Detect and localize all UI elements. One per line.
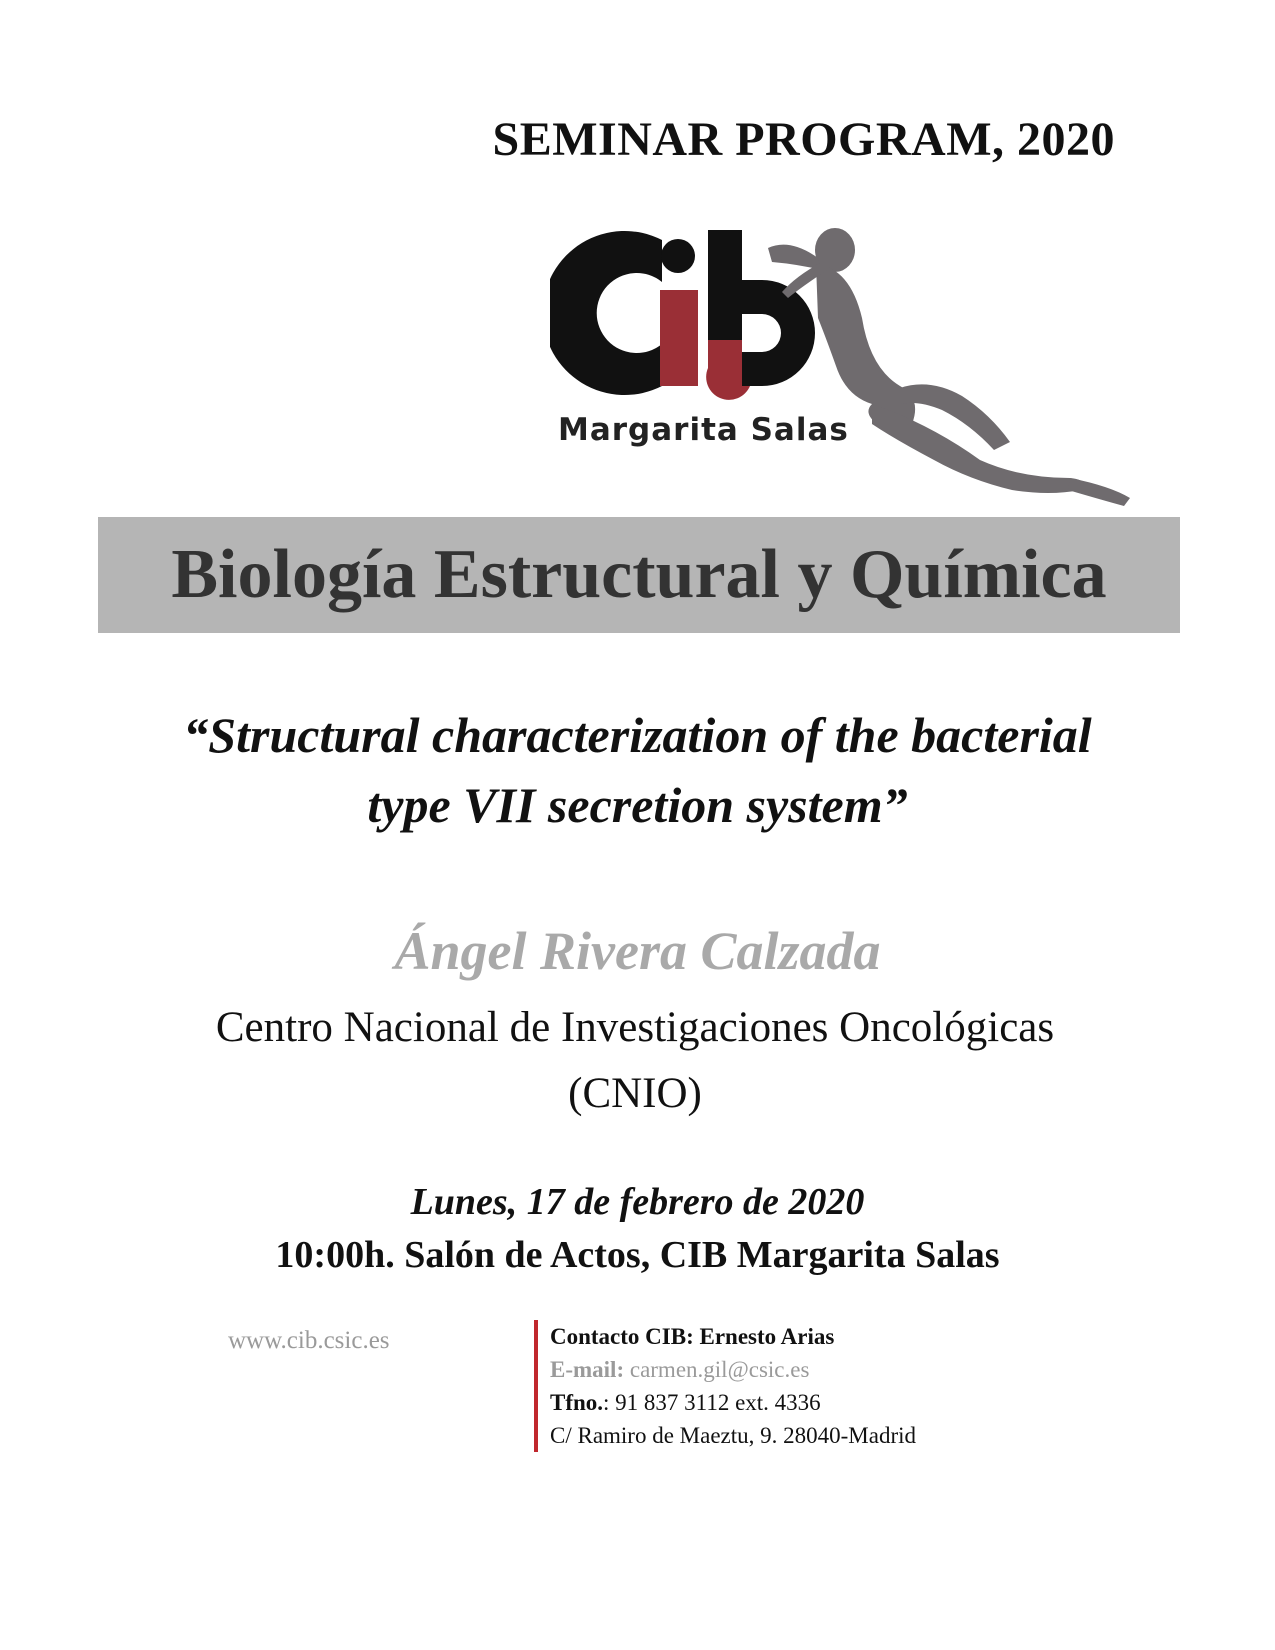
cib-logo <box>550 228 1190 518</box>
logo-letter-i-stem <box>660 290 698 386</box>
email-label: E-mail: <box>550 1357 625 1382</box>
contact-block <box>534 1320 916 1452</box>
contact-name: Contacto CIB: Ernesto Arias <box>550 1324 835 1349</box>
logo-subtitle: Margarita Salas <box>558 412 849 448</box>
phone-label: Tfno. <box>550 1390 604 1415</box>
sculpture-figure-icon <box>768 228 1130 506</box>
affiliation-line-1: Centro Nacional de Investigaciones Oncológicas <box>215 1004 1055 1051</box>
phone-value: : 91 837 3112 ext. 4336 <box>603 1390 821 1415</box>
talk-title-line-1: “Structural characterization of the bacterial <box>183 707 1092 763</box>
logo-letter-c <box>550 231 662 395</box>
contact-phone-row <box>550 1386 916 1419</box>
contact-email-row <box>550 1353 916 1386</box>
contact-address: C/ Ramiro de Maeztu, 9. 28040-Madrid <box>550 1423 917 1448</box>
speaker-affiliation <box>60 995 1210 1127</box>
logo-letter-i-dot <box>661 239 695 273</box>
department-title: Biología Estructural y Química <box>171 536 1107 613</box>
talk-title <box>80 700 1195 840</box>
talk-title-line-2: type VII secretion system” <box>367 777 908 833</box>
cib-logo-graphic <box>550 228 1190 518</box>
logo-letter-b-bowl <box>742 280 815 386</box>
seminar-heading: SEMINAR PROGRAM, 2020 <box>492 113 1115 166</box>
event-date: Lunes, 17 de febrero de 2020 <box>410 1181 865 1223</box>
affiliation-line-2: (CNIO) <box>568 1070 702 1117</box>
email-link[interactable]: carmen.gil@csic.es <box>629 1357 810 1382</box>
website-link[interactable]: www.cib.csic.es <box>228 1327 390 1354</box>
speaker-name: Ángel Rivera Calzada <box>394 921 881 981</box>
event-venue: 10:00h. Salón de Actos, CIB Margarita Salas <box>275 1234 1000 1276</box>
